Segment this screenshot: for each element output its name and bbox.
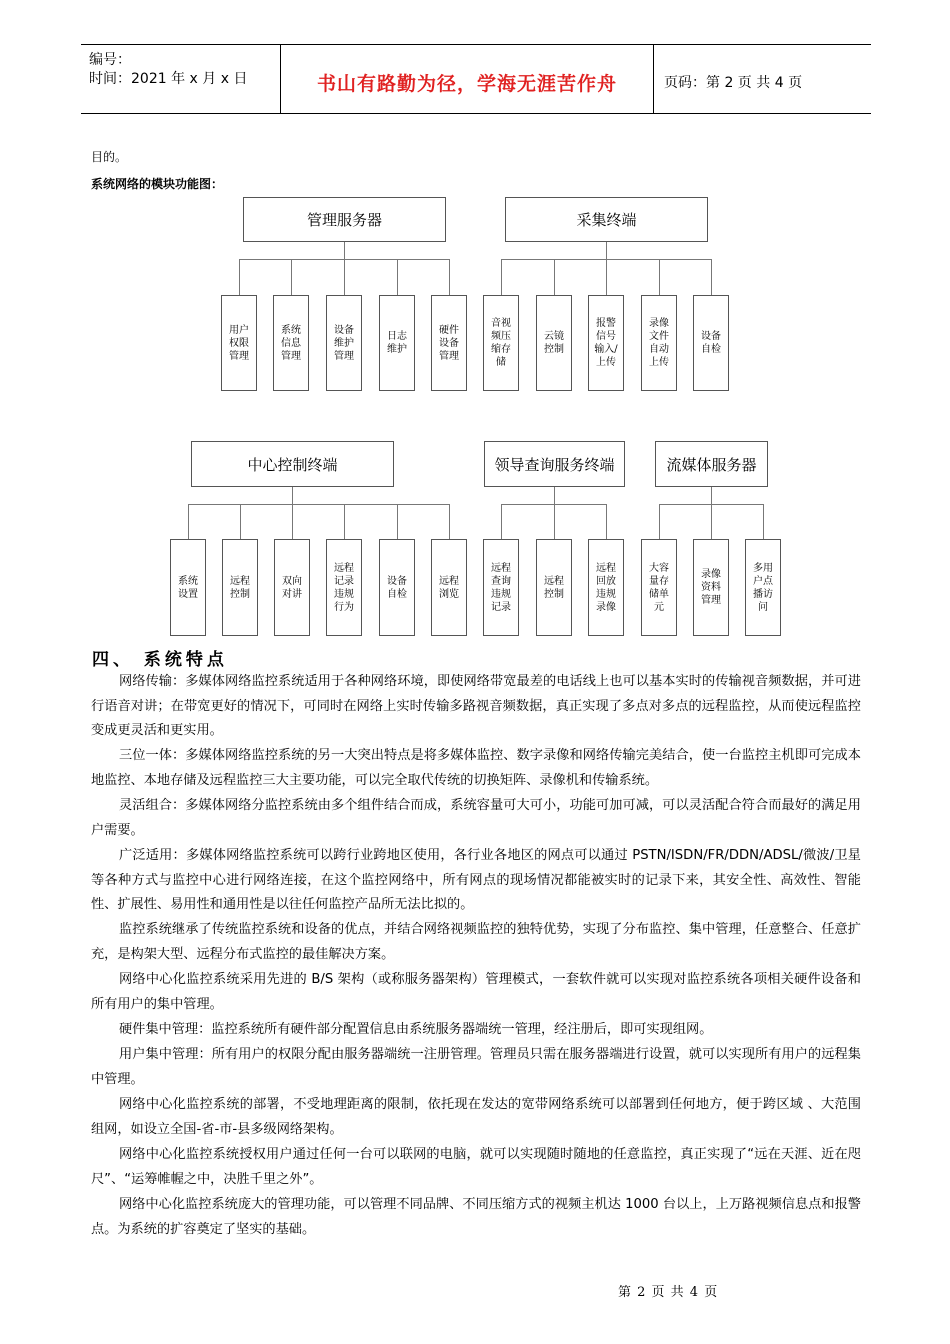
group-title: 中心控制终端 <box>191 441 394 487</box>
connector-line <box>554 487 555 504</box>
module-leaf: 远程 控制 <box>536 539 572 636</box>
module-leaf: 设备 自检 <box>379 539 415 636</box>
group-title: 领导查询服务终端 <box>484 441 625 487</box>
connector-line <box>606 242 607 259</box>
module-leaf: 录像 资料 管理 <box>693 539 729 636</box>
module-leaf: 远程 查询 违规 记录 <box>483 539 519 636</box>
connector-line <box>711 504 712 539</box>
module-leaf: 远程 控制 <box>222 539 258 636</box>
module-diagram <box>0 0 950 650</box>
connector-line <box>292 487 293 504</box>
connector-line <box>449 504 450 539</box>
paragraph: 网络中心化监控系统的部署，不受地理距离的限制，依托现在发达的宽带网络系统可以部署到任何地方，便于跨区域 、大范围组网，如设立全国-省-市-县多级网络架构。 <box>91 1097 861 1137</box>
group-title: 流媒体服务器 <box>655 441 768 487</box>
module-leaf: 系统 信息 管理 <box>273 295 309 391</box>
connector-line <box>397 259 398 295</box>
module-leaf: 多用 户点 播访 问 <box>745 539 781 636</box>
paragraph: 网络中心化监控系统采用先进的 B/S 架构（或称服务器架构）管理模式，一套软件就可以实现对监控系统各项相关硬件设备和所有用户的集中管理。 <box>91 972 861 1012</box>
connector-line <box>344 259 345 295</box>
module-leaf: 日志 维护 <box>379 295 415 391</box>
connector-line <box>501 259 502 295</box>
paragraph: 网络中心化监控系统庞大的管理功能，可以管理不同品牌、不同压缩方式的视频主机达 1000 台以上，上万路视频信息点和报警点。为系统的扩容奠定了坚实的基础。 <box>91 1197 861 1237</box>
module-leaf: 远程 记录 违规 行为 <box>326 539 362 636</box>
module-leaf: 设备 自检 <box>693 295 729 391</box>
module-leaf: 报警 信号 输入/ 上传 <box>588 295 624 391</box>
module-leaf: 用户 权限 管理 <box>221 295 257 391</box>
module-leaf: 双向 对讲 <box>274 539 310 636</box>
connector-line <box>554 504 555 539</box>
connector-line <box>449 259 450 295</box>
module-leaf: 系统 设置 <box>170 539 206 636</box>
connector-line <box>188 504 450 505</box>
connector-line <box>188 504 189 539</box>
group-title: 采集终端 <box>505 197 708 242</box>
connector-line <box>711 259 712 295</box>
connector-line <box>344 242 345 259</box>
number-label: 编号： <box>89 52 131 68</box>
paragraph: 监控系统继承了传统监控系统和设备的优点，并结合网络视频监控的独特优势，实现了分布监控、集中管理，任意整合、任意扩充，是构架大型、远程分布式监控的最佳解决方案。 <box>91 922 861 962</box>
connector-line <box>554 259 555 295</box>
group-title: 管理服务器 <box>243 197 446 242</box>
connector-line <box>711 487 712 504</box>
connector-line <box>763 504 764 539</box>
module-leaf: 音视 频压 缩存 储 <box>483 295 519 391</box>
time-label: 时间：2021 年 x 月 x 日 <box>89 71 248 87</box>
section-title: 四、 系统特点 <box>92 650 228 670</box>
connector-line <box>344 504 345 539</box>
intro-tail: 目的。 <box>91 150 128 164</box>
connector-line <box>397 504 398 539</box>
connector-line <box>606 259 607 295</box>
paragraph: 硬件集中管理：监控系统所有硬件部分配置信息由系统服务器端统一管理，经注册后，即可实现组网。 <box>119 1022 713 1037</box>
paragraph: 网络传输：多媒体网络监控系统适用于各种网络环境，即使网络带宽最差的电话线上也可以基本实时的传输视音频数据，并可进行语音对讲；在带宽更好的情况下，可同时在网络上实时传输多路视音频数据，真正实现了多点对多点的远程监控，从而使远程监控变成更灵活和更实用。 <box>91 674 861 739</box>
connector-line <box>239 259 240 295</box>
connector-line <box>240 504 241 539</box>
connector-line <box>659 504 660 539</box>
motto: 书山有路勤为径，学海无涯苦作舟 <box>316 73 617 95</box>
module-leaf: 硬件 设备 管理 <box>431 295 467 391</box>
module-leaf: 设备 维护 管理 <box>326 295 362 391</box>
diagram-title: 系统网络的模块功能图： <box>91 177 224 191</box>
connector-line <box>659 259 660 295</box>
page-footer: 第 2 页 共 4 页 <box>618 1285 719 1300</box>
connector-line <box>501 504 502 539</box>
paragraph: 用户集中管理：所有用户的权限分配由服务器端统一注册管理。管理员只需在服务器端进行设置，就可以实现所有用户的远程集中管理。 <box>91 1047 861 1087</box>
module-leaf: 远程 回放 违规 录像 <box>588 539 624 636</box>
paragraph: 网络中心化监控系统授权用户通过任何一台可以联网的电脑，就可以实现随时随地的任意监控，真正实现了“远在天涯、近在咫尺”、“运筹帷幄之中，决胜千里之外”。 <box>91 1147 861 1187</box>
module-leaf: 大容 量存 储单 元 <box>641 539 677 636</box>
paragraph: 三位一体：多媒体网络监控系统的另一大突出特点是将多媒体监控、数字录像和网络传输完美结合，使一台监控主机即可完成本地监控、本地存储及远程监控三大主要功能，可以完全取代传统的切换矩阵、录像机和传输系统。 <box>91 748 861 788</box>
paragraph: 灵活组合：多媒体网络分监控系统由多个组件结合而成，系统容量可大可小，功能可加可减，可以灵活配合符合而最好的满足用户需要。 <box>91 798 861 838</box>
paragraph: 广泛适用：多媒体网络监控系统可以跨行业跨地区使用，各行业各地区的网点可以通过 PSTN/ISDN/FR/DDN/ADSL/微波/卫星等各种方式与监控中心进行网络连接，在这个监控网络中，所有网点的现场情况都能被实时的记录下来，其安全性、高效性、智能性、扩展性、易用性和通用性是以往任何监控产品所无法比拟的。 <box>91 848 861 913</box>
module-leaf: 云镜 控制 <box>536 295 572 391</box>
page-info: 页码：第 2 页 共 4 页 <box>664 75 803 91</box>
connector-line <box>292 504 293 539</box>
connector-line <box>291 259 292 295</box>
connector-line <box>606 504 607 539</box>
module-leaf: 远程 浏览 <box>431 539 467 636</box>
module-leaf: 录像 文件 自动 上传 <box>641 295 677 391</box>
